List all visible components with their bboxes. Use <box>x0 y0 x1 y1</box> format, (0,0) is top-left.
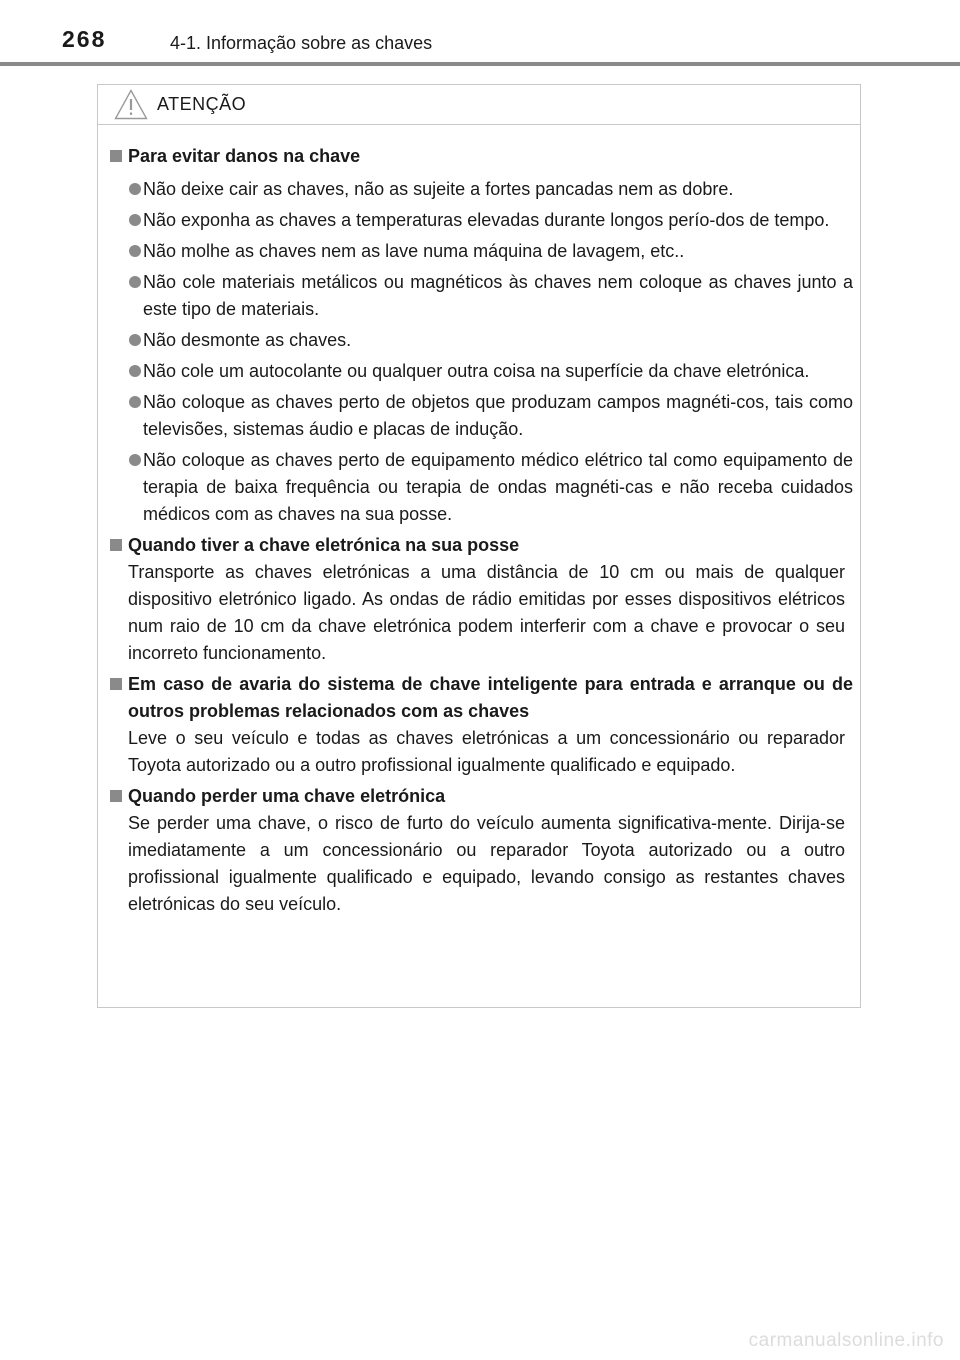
section-heading: Quando tiver a chave eletrónica na sua posse <box>110 532 853 559</box>
list-item: Não coloque as chaves perto de equipamento médico elétrico tal como equipamento de terapia de baixa frequência ou terapia de ondas magnéti-cas e não receba cuidados médicos com as chaves na sua posse. <box>110 447 853 528</box>
round-bullet-icon <box>129 334 141 346</box>
header-rule <box>0 62 960 66</box>
square-bullet-icon <box>110 678 122 690</box>
list-item: Não molhe as chaves nem as lave numa máquina de lavagem, etc.. <box>110 238 853 265</box>
page-header <box>0 0 960 66</box>
warning-triangle-icon <box>114 89 148 120</box>
round-bullet-icon <box>129 245 141 257</box>
watermark: carmanualsonline.info <box>748 1330 944 1351</box>
page-number: 268 <box>62 26 107 52</box>
list-item: Não coloque as chaves perto de objetos que produzam campos magnéti-cos, tais como televisões, sistemas áudio e placas de indução. <box>110 389 853 443</box>
section-heading: Em caso de avaria do sistema de chave inteligente para entrada e arranque ou de outros problemas relacionados com as chaves <box>110 671 853 725</box>
round-bullet-icon <box>129 183 141 195</box>
square-bullet-icon <box>110 150 122 162</box>
warning-box <box>97 84 861 1008</box>
warning-content <box>110 143 853 922</box>
list-item: Não exponha as chaves a temperaturas elevadas durante longos perío-dos de tempo. <box>110 207 853 234</box>
section-heading: Quando perder uma chave eletrónica <box>110 783 853 810</box>
round-bullet-icon <box>129 276 141 288</box>
section-paragraph: Transporte as chaves eletrónicas a uma distância de 10 cm ou mais de qualquer dispositivo eletrónico ligado. As ondas de rádio emitidas por esses dispositivos elétricos num raio de 10 cm da chave eletrónica podem interferir com a chave e provocar o seu incorreto funcionamento. <box>128 562 845 663</box>
section-paragraph: Leve o seu veículo e todas as chaves eletrónicas a um concessionário ou reparador Toyota autorizado ou a outro profissional igualmente qualificado e equipado. <box>128 728 845 775</box>
list-item: Não cole um autocolante ou qualquer outra coisa na superfície da chave eletrónica. <box>110 358 853 385</box>
section-paragraph: Se perder uma chave, o risco de furto do veículo aumenta significativa-mente. Dirija-se imediatamente a um concessionário ou reparador Toyota autorizado ou a outro profissional igualmente qualificado e equipado, levando consigo as restantes chaves eletrónicas do seu veículo. <box>128 813 845 914</box>
square-bullet-icon <box>110 539 122 551</box>
list-item: Não deixe cair as chaves, não as sujeite a fortes pancadas nem as dobre. <box>110 176 853 203</box>
round-bullet-icon <box>129 365 141 377</box>
list-item: Não cole materiais metálicos ou magnéticos às chaves nem coloque as chaves junto a este tipo de materiais. <box>110 269 853 323</box>
section-heading: Para evitar danos na chave <box>110 143 853 170</box>
round-bullet-icon <box>129 214 141 226</box>
warning-title: ATENÇÃO <box>157 94 247 114</box>
warning-box-header <box>98 85 860 125</box>
section-title: 4-1. Informação sobre as chaves <box>170 33 433 53</box>
round-bullet-icon <box>129 396 141 408</box>
round-bullet-icon <box>129 454 141 466</box>
square-bullet-icon <box>110 790 122 802</box>
list-item: Não desmonte as chaves. <box>110 327 853 354</box>
